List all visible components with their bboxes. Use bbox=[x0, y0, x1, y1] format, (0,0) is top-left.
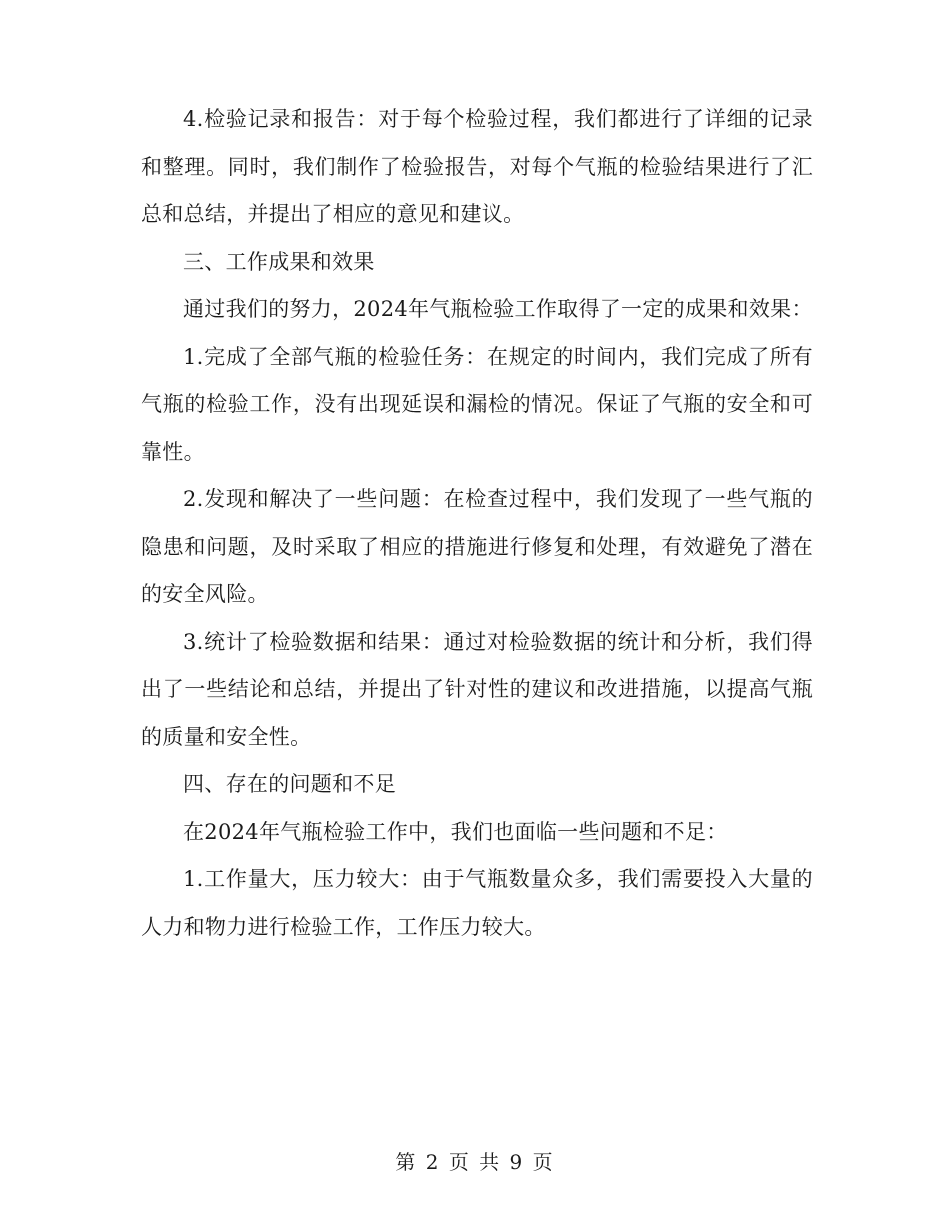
document-body bbox=[141, 96, 813, 951]
paragraph-result-3: 3.统计了检验数据和结果：通过对检验数据的统计和分析，我们得出了一些结论和总结，并提出了针对性的建议和改进措施，以提高气瓶的质量和安全性。 bbox=[141, 629, 813, 749]
paragraph-inspection-records: 4.检验记录和报告：对于每个检验过程，我们都进行了详细的记录和整理。同时，我们制作了检验报告，对每个气瓶的检验结果进行了汇总和总结，并提出了相应的意见和建议。 bbox=[141, 107, 813, 226]
section-heading-results: 三、工作成果和效果 bbox=[183, 249, 375, 274]
paragraph-results-intro: 通过我们的努力，2024年气瓶检验工作取得了一定的成果和效果： bbox=[183, 297, 813, 321]
section-heading-problems: 四、存在的问题和不足 bbox=[183, 772, 396, 796]
paragraph-result-1: 1.完成了全部气瓶的检验任务：在规定的时间内，我们完成了所有气瓶的检验工作，没有出现延误和漏检的情况。保证了气瓶的安全和可靠性。 bbox=[141, 344, 813, 464]
paragraph-result-2: 2.发现和解决了一些问题：在检查过程中，我们发现了一些气瓶的隐患和问题，及时采取了相应的措施进行修复和处理，有效避免了潜在的安全风险。 bbox=[141, 487, 813, 606]
paragraph-problems-intro: 在2024年气瓶检验工作中，我们也面临一些问题和不足： bbox=[183, 819, 728, 844]
paragraph-problem-1: 1.工作量大，压力较大：由于气瓶数量众多，我们需要投入大量的人力和物力进行检验工作，工作压力较大。 bbox=[141, 867, 813, 939]
page-number-footer: 第 2 页 共 9 页 bbox=[395, 1150, 555, 1174]
